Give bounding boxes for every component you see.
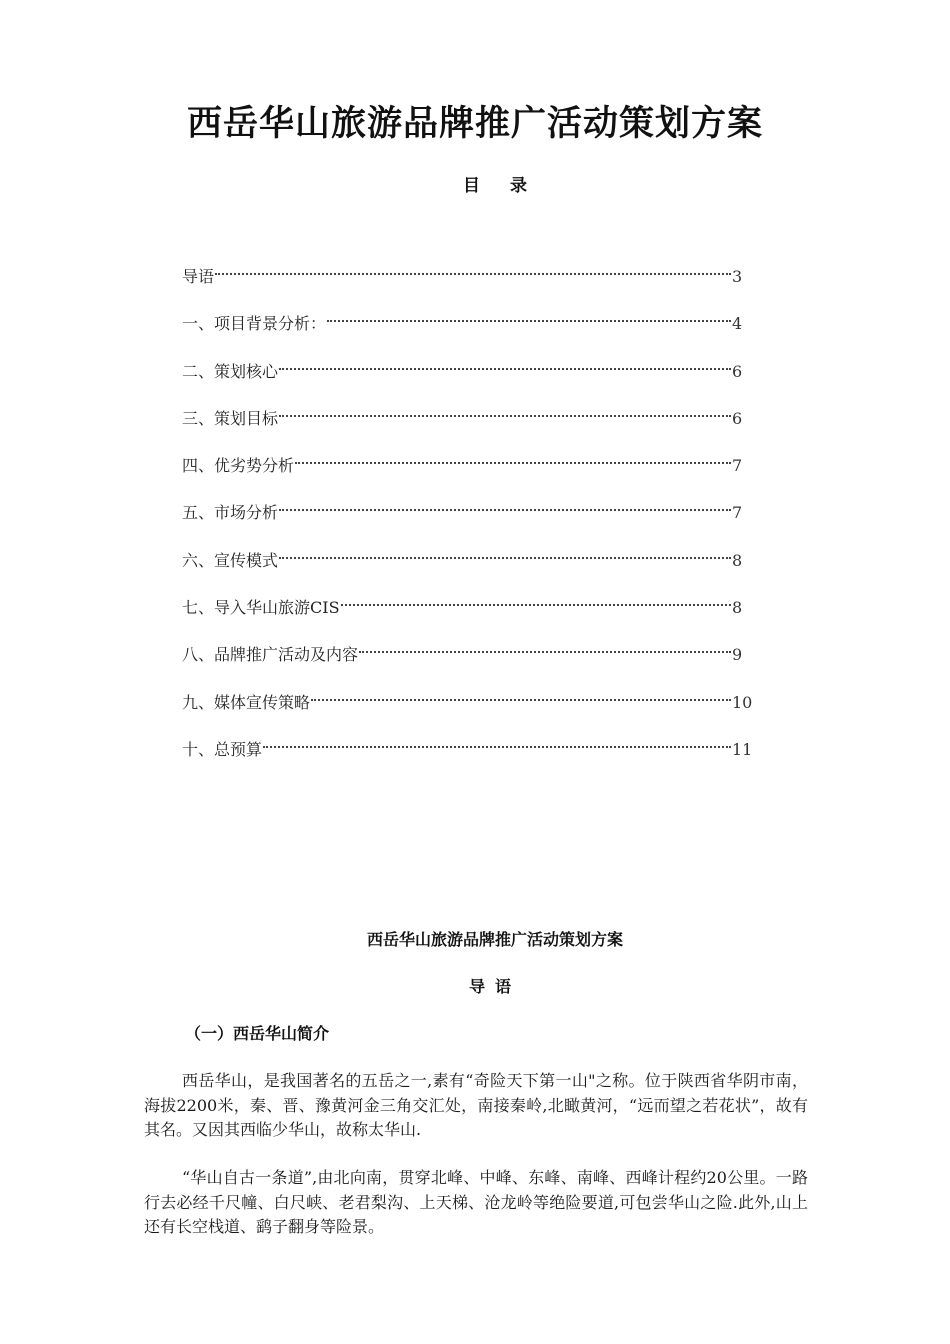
toc-leader-dots [359,651,731,653]
toc-entry[interactable] [182,312,752,359]
toc-leader-dots [215,273,731,275]
toc-entry-page: 3 [732,267,743,286]
toc-entry-page: 7 [732,456,743,476]
toc-heading-right: 录 [510,176,527,196]
toc-entry[interactable] [182,643,752,690]
body-paragraph: “华山自古一条道”,由北向南，贯穿北峰、中峰、东峰、南峰、西峰计程约20公里。一路行去必经千尺幢、白尺峡、老君梨沟、上天梯、沧龙岭等绝险要道,可包尝华山之险.此外,山上还有长空栈道、鹞子翻身等险景。 [144,1168,808,1236]
toc-leader-dots [263,746,731,748]
toc-entry-page: 6 [732,361,743,381]
document-title: 西岳华山旅游品牌推广活动策划方案 [186,103,763,144]
toc-leader-dots [279,557,731,559]
toc-entry-page: 8 [732,550,743,570]
toc-entry[interactable] [182,501,752,548]
toc-entry[interactable] [182,265,752,312]
toc-entry-label: 七、导入华山旅游CIS [182,598,340,618]
toc-entry[interactable] [182,738,752,785]
toc-entry-page: 6 [732,408,743,428]
toc-entry-label: 六、宣传模式 [182,550,279,570]
body-paragraph: 西岳华山，是我国著名的五岳之一,素有“奇险天下第一山"之称。位于陕西省华阴市南，海拔2200米，秦、晋、豫黄河金三角交汇处，南接秦岭,北瞰黄河，“远而望之若花状”，故有其名。又因其西临少华山，故称太华山. [144,1071,808,1139]
toc-entry[interactable] [182,691,752,738]
toc-entry-label: 九、媒体宣传策略 [182,692,311,712]
section-title: 西岳华山旅游品牌推广活动策划方案 [366,930,623,949]
toc-entry[interactable] [182,596,752,643]
toc-entry[interactable] [182,360,752,407]
section-subtitle: 导语 [468,977,521,996]
toc-leader-dots [341,604,731,606]
toc-heading [0,174,950,198]
toc-entry-label: 十、总预算 [182,739,263,759]
toc-entry[interactable] [182,454,752,501]
toc-entry-label: 四、优劣势分析 [182,456,295,476]
toc-entry[interactable] [182,549,752,596]
toc-entry-label: 导语 [182,267,215,286]
toc-heading-left: 目 [463,176,480,196]
toc-leader-dots [295,462,731,464]
toc-entry-page: 7 [732,503,743,523]
toc-entry-page: 10 [732,692,753,712]
toc-entry-label: 八、品牌推广活动及内容 [182,645,359,665]
toc-entry[interactable] [182,407,752,454]
toc-entry-label: 三、策划目标 [182,408,279,428]
toc-entry-label: 五、市场分析 [182,503,279,523]
toc-entry-label: 二、策划核心 [182,361,279,381]
toc-entry-page: 8 [732,598,743,618]
toc-entry-label: 一、项目背景分析： [182,314,327,334]
table-of-contents [182,265,752,785]
toc-leader-dots [311,699,731,701]
toc-entry-page: 4 [732,314,743,334]
toc-leader-dots [279,368,731,370]
toc-leader-dots [279,415,731,417]
toc-entry-page: 11 [732,739,753,759]
subsection-heading: （一）西岳华山简介 [185,1024,330,1043]
toc-leader-dots [327,320,731,322]
toc-entry-page: 9 [732,645,743,665]
toc-leader-dots [279,509,731,511]
